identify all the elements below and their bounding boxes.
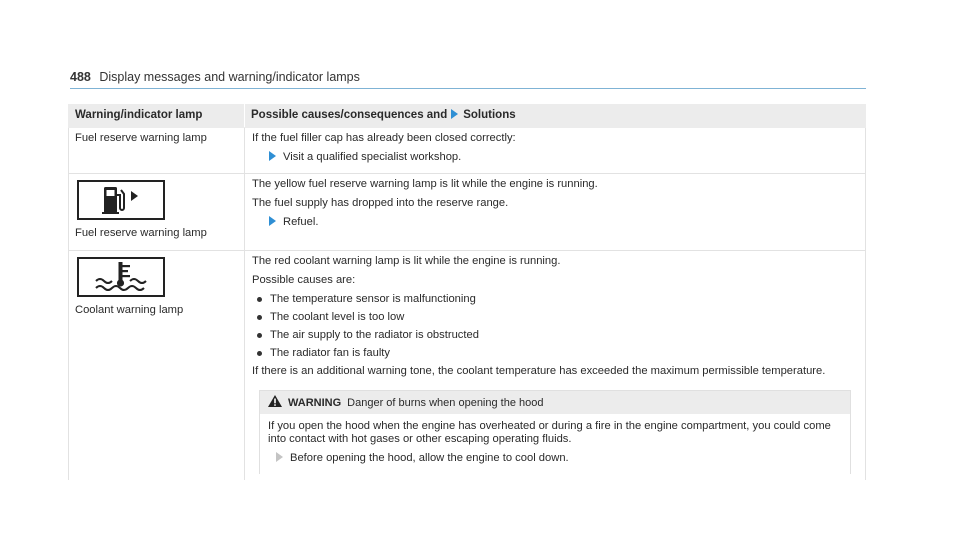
list-item: The air supply to the radiator is obstructed — [252, 329, 859, 342]
list-item: The radiator fan is faulty — [252, 347, 859, 360]
cause-text: If the fuel filler cap has already been closed correctly: — [252, 132, 516, 144]
warning-tone-text: If there is an additional warning tone, the coolant temperature has exceeded the maximum permissible temperature. — [252, 365, 826, 377]
lamp-name: Coolant warning lamp — [75, 304, 184, 316]
fuel-pump-icon — [77, 180, 165, 220]
warning-box — [259, 390, 851, 474]
solution-cell — [245, 251, 866, 481]
warning-step — [276, 452, 840, 465]
cause-text: The yellow fuel reserve warning lamp is lit while the engine is running. — [252, 178, 598, 190]
solution-cell — [245, 128, 866, 174]
arrow-icon — [269, 216, 276, 226]
solution-step-text: Visit a qualified specialist workshop. — [283, 151, 462, 163]
column-header-solutions — [245, 105, 866, 128]
header-divider — [70, 88, 866, 89]
arrow-icon — [269, 151, 276, 161]
solution-step — [269, 216, 859, 229]
page-number: 488 — [70, 70, 91, 84]
column-header-lamp: Warning/indicator lamp — [69, 105, 245, 128]
warning-header — [260, 391, 850, 414]
warning-label: WARNING — [288, 396, 342, 409]
warning-title: Danger of burns when opening the hood — [347, 396, 544, 409]
lamp-name: Fuel reserve warning lamp — [75, 227, 207, 239]
solution-step-text: Refuel. — [283, 216, 319, 228]
column-header-solutions-prefix: Possible causes/consequences and — [251, 109, 448, 121]
solution-step — [269, 151, 859, 164]
coolant-temperature-icon — [77, 257, 165, 297]
column-header-solutions-suffix: Solutions — [463, 109, 516, 121]
table-row — [69, 128, 866, 174]
causes-list — [252, 293, 859, 360]
table-row — [69, 251, 866, 481]
arrow-icon — [276, 452, 283, 462]
list-item: The coolant level is too low — [252, 311, 859, 324]
lamp-name: Fuel reserve warning lamp — [75, 132, 207, 144]
lamp-cell — [69, 251, 245, 481]
causes-intro: Possible causes are: — [252, 274, 356, 286]
lamp-cell — [69, 174, 245, 251]
cause-text: The red coolant warning lamp is lit while the engine is running. — [252, 255, 561, 267]
table-row — [69, 174, 866, 251]
table-header-row — [69, 105, 866, 128]
warning-triangle-icon — [268, 395, 282, 410]
list-item: The temperature sensor is malfunctioning — [252, 293, 859, 306]
warning-body — [260, 414, 850, 474]
page-header — [70, 70, 360, 84]
lamp-cell — [69, 128, 245, 174]
warning-text: If you open the hood when the engine has overheated or during a fire in the engine compartment, you could come into contact with hot gases or other escaping operating fluids. — [268, 420, 831, 445]
warning-step-text: Before opening the hood, allow the engine to cool down. — [290, 452, 569, 464]
cause-text: The fuel supply has dropped into the reserve range. — [252, 197, 509, 209]
page-header-title: Display messages and warning/indicator lamps — [99, 70, 360, 84]
arrow-icon — [451, 109, 458, 119]
solution-cell — [245, 174, 866, 251]
warning-lamp-table — [68, 104, 866, 480]
